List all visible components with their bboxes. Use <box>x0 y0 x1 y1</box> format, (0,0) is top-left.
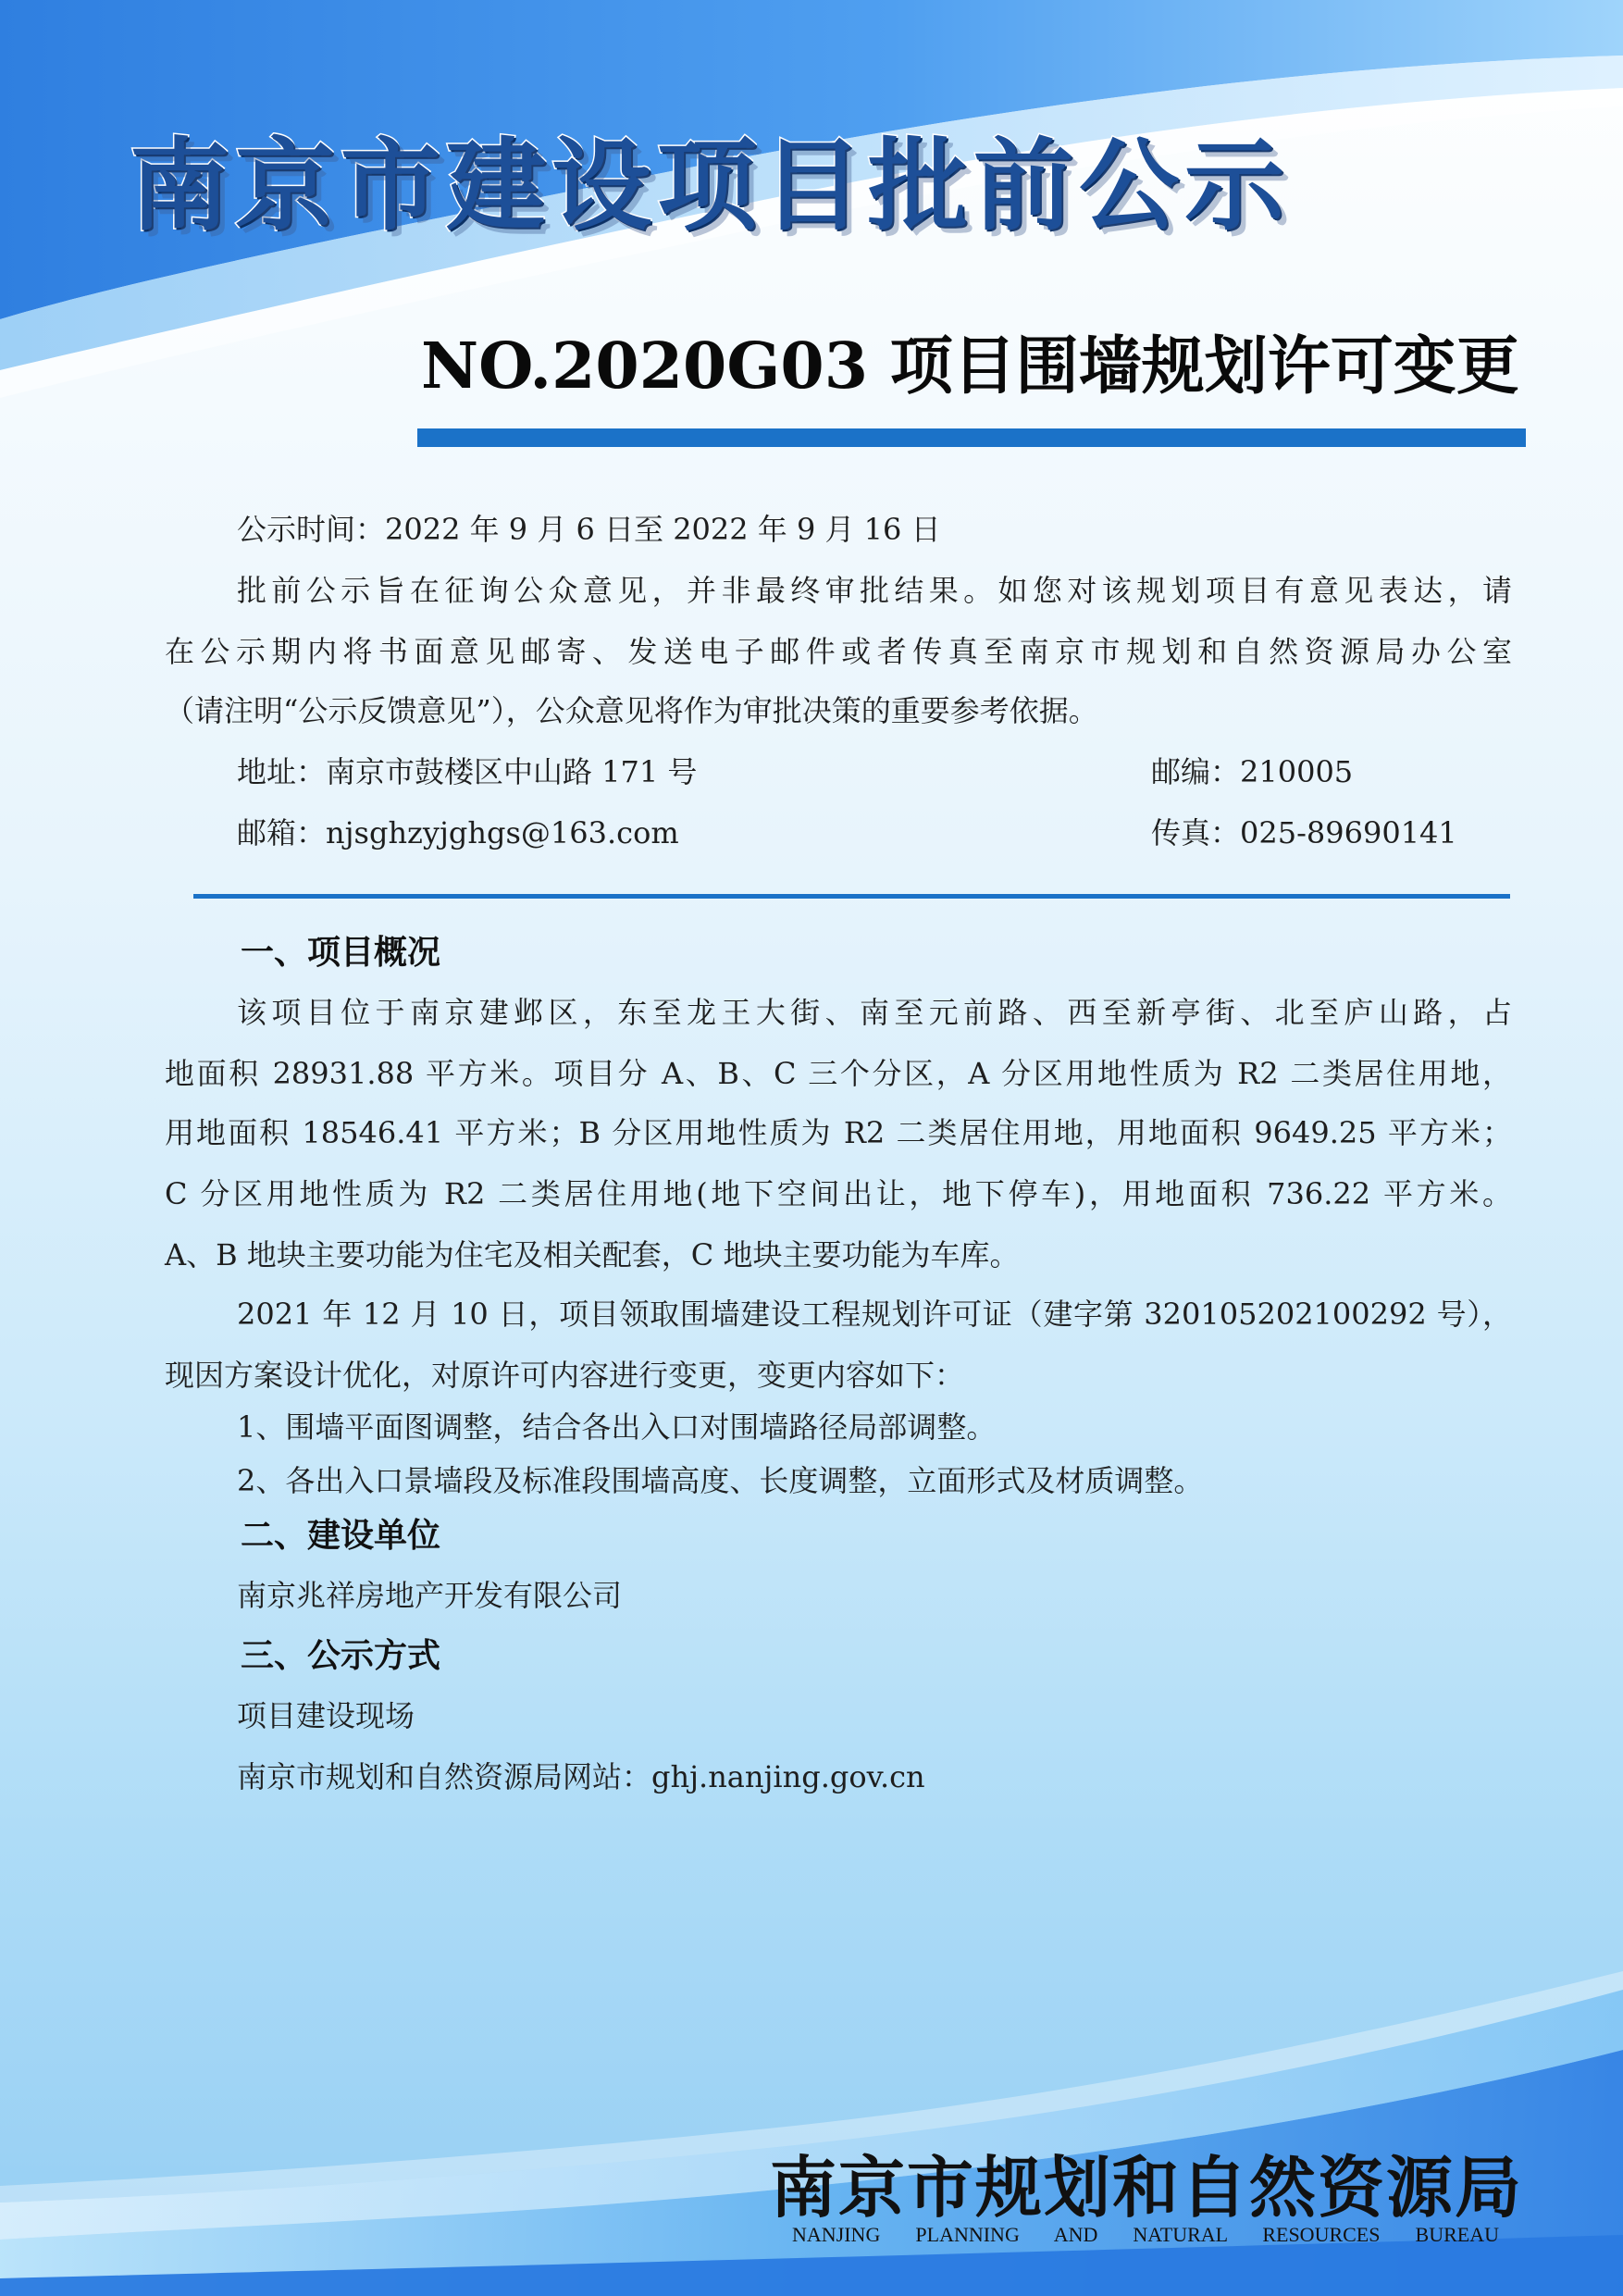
page-title: 南京市建设项目批前公示 <box>130 129 1291 244</box>
subtitle-underline <box>417 428 1526 447</box>
postcode: 邮编：210005 <box>1151 754 1354 789</box>
overview-line-4: C 分区用地性质为 R2 二类居住用地(地下空间出让，地下停车)，用地面积 736.22 平方米。 <box>165 1176 1512 1211</box>
intro-line-2: 在公示期内将书面意见邮寄、发送电子邮件或者传真至南京市规划和自然资源局办公室 <box>165 634 1512 669</box>
section-heading-overview: 一、项目概况 <box>241 934 441 972</box>
footer-org-name-en: NANJING PLANNING AND NATURAL RESOURCES BUREAU <box>792 2223 1499 2246</box>
section-heading-developer: 二、建设单位 <box>241 1517 441 1555</box>
section-heading-method: 三、公示方式 <box>241 1637 441 1675</box>
method-site: 项目建设现场 <box>237 1698 415 1733</box>
notice-time: 公示时间：2022 年 9 月 6 日至 2022 年 9 月 16 日 <box>237 512 941 547</box>
address: 地址：南京市鼓楼区中山路 171 号 <box>237 754 698 789</box>
footer-org-name: 南京市规划和自然资源局 <box>770 2148 1524 2227</box>
intro-line-1: 批前公示旨在征询公众意见，并非最终审批结果。如您对该规划项目有意见表达，请 <box>237 573 1512 608</box>
fax-number: 传真：025-89690141 <box>1151 815 1457 850</box>
method-website[interactable]: 南京市规划和自然资源局网站：ghj.nanjing.gov.cn <box>237 1759 925 1794</box>
change-item-1: 1、围墙平面图调整，结合各出入口对围墙路径局部调整。 <box>237 1409 997 1445</box>
overview-line-5: A、B 地块主要功能为住宅及相关配套，C 地块主要功能为车库。 <box>165 1237 1020 1272</box>
notice-subtitle: NO.2020G03 项目围墙规划许可变更 <box>421 329 1519 403</box>
overview-line-2: 地面积 28931.88 平方米。项目分 A、B、C 三个分区，A 分区用地性质为 R2 二类居住用地， <box>165 1056 1512 1091</box>
overview-line-1: 该项目位于南京建邺区，东至龙王大街、南至元前路、西至新亭街、北至庐山路，占 <box>237 995 1512 1030</box>
intro-line-3: （请注明“公示反馈意见”），公众意见将作为审批决策的重要参考依据。 <box>165 693 1098 728</box>
change-item-2: 2、各出入口景墙段及标准段围墙高度、长度调整，立面形式及材质调整。 <box>237 1463 1204 1498</box>
change-line-1: 2021 年 12 月 10 日，项目领取围墙建设工程规划许可证（建字第 320105202100292 号）， <box>237 1297 1512 1332</box>
email-address[interactable]: 邮箱：njsghzyjghgs@163.com <box>237 815 679 850</box>
section-divider <box>193 894 1510 899</box>
developer-name: 南京兆祥房地产开发有限公司 <box>237 1578 623 1613</box>
change-line-2: 现因方案设计优化，对原许可内容进行变更，变更内容如下： <box>165 1358 965 1393</box>
overview-line-3: 用地面积 18546.41 平方米；B 分区用地性质为 R2 二类居住用地，用地面积 9649.25 平方米； <box>165 1115 1512 1150</box>
